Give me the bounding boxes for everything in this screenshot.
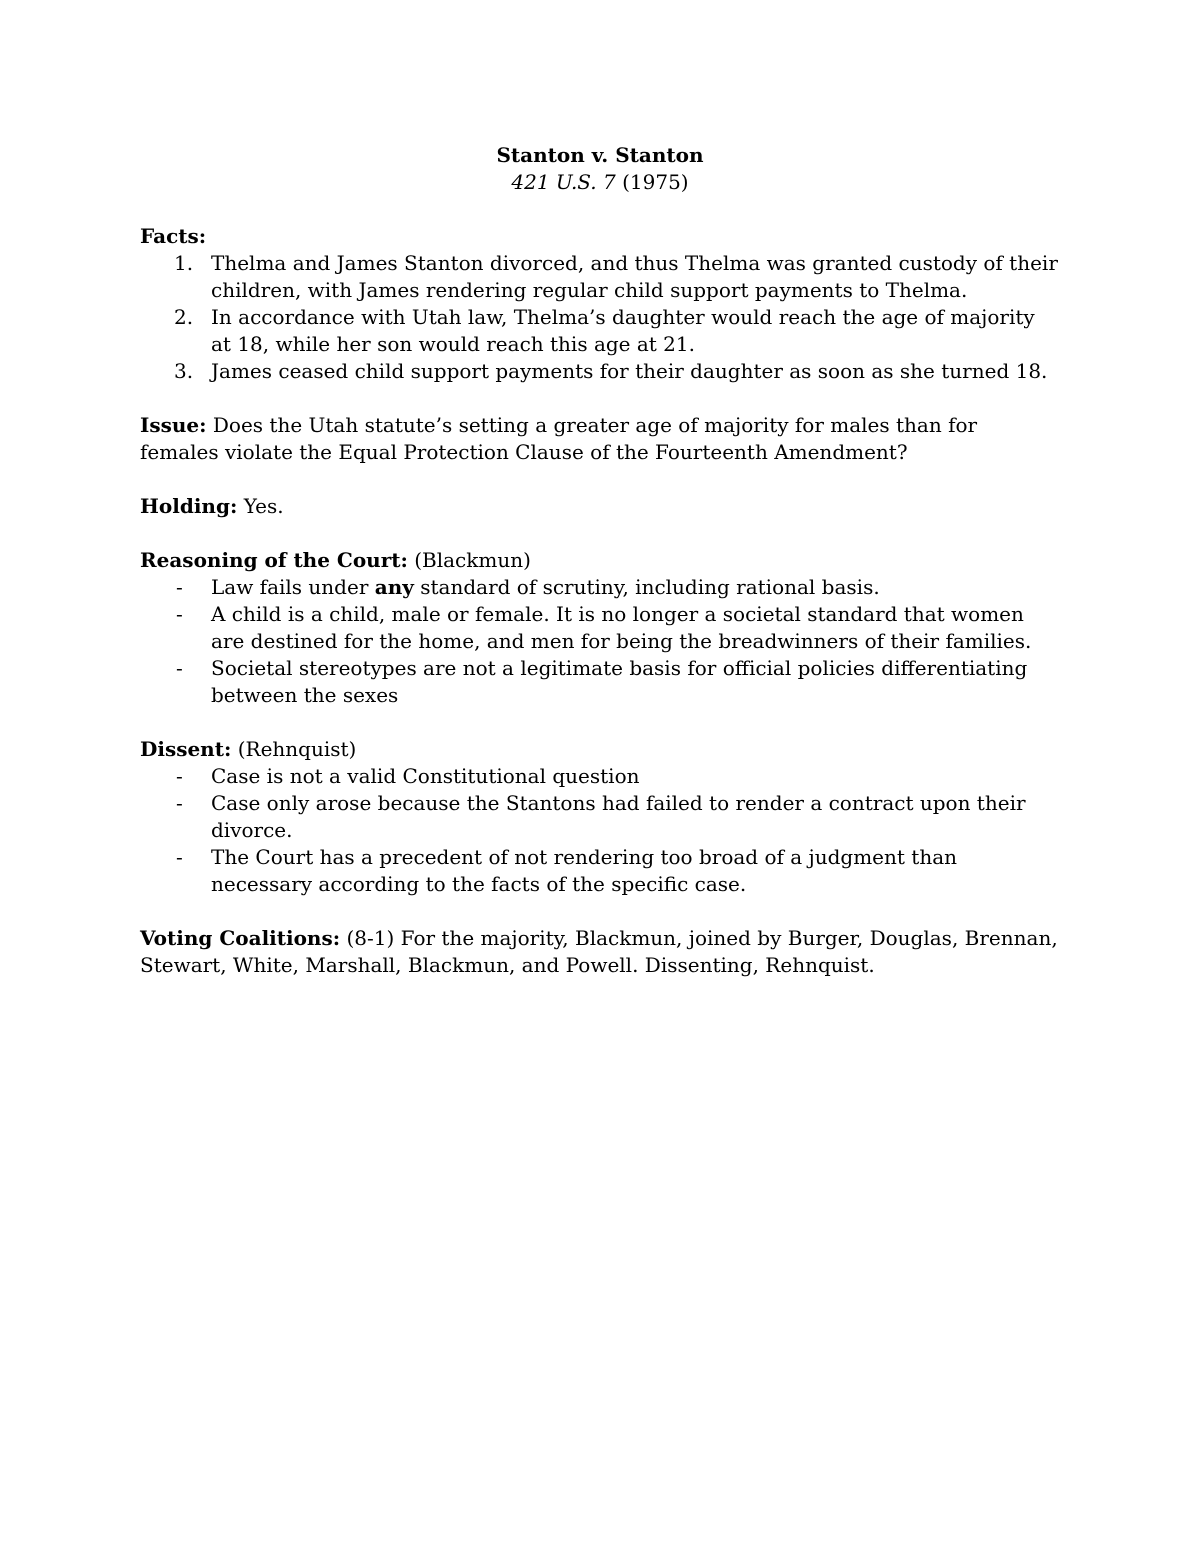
- dissent-section: [140, 736, 1060, 898]
- voting-text: (8-1) For the majority, Blackmun, joined by Burger, Douglas, Brennan, Stewart, White, Marshall, Blackmun, and Powell. Dissenting, Rehnquist.: [140, 926, 1058, 977]
- reasoning-item: [140, 655, 1060, 709]
- reasoning-author: (Blackmun): [414, 548, 531, 572]
- dissent-list: [140, 763, 1060, 898]
- reasoning-heading: [140, 547, 1060, 574]
- dash-bullet: -: [176, 764, 183, 788]
- case-title: Stanton v. Stanton: [496, 143, 704, 167]
- facts-item-text: In accordance with Utah law, Thelma’s daughter would reach the age of majority at 18, while her son would reach this age at 21.: [211, 305, 1035, 356]
- dissent-item-text: Case only arose because the Stantons had failed to render a contract upon their divorce.: [211, 791, 1026, 842]
- issue-label: Issue:: [140, 413, 207, 437]
- holding-label: Holding:: [140, 494, 238, 518]
- voting-section: [140, 925, 1060, 979]
- facts-section: [140, 223, 1060, 385]
- dissent-item-text: The Court has a precedent of not rendering too broad of a judgment than necessary according to the facts of the specific case.: [211, 845, 958, 896]
- list-number: 1.: [174, 251, 194, 275]
- dissent-label: Dissent:: [140, 737, 232, 761]
- dissent-item-text: Case is not a valid Constitutional question: [211, 764, 640, 788]
- reasoning-item-text: standard of scrutiny, including rational basis.: [420, 575, 880, 599]
- facts-list: [140, 250, 1060, 385]
- list-number: 2.: [174, 305, 194, 329]
- dash-bullet: -: [176, 845, 183, 869]
- dissent-item: [140, 790, 1060, 844]
- dash-bullet: -: [176, 575, 183, 599]
- reasoning-item-text: Law fails under: [211, 575, 369, 599]
- case-citation: [140, 169, 1060, 196]
- facts-item: [140, 250, 1060, 304]
- holding-text: Yes.: [243, 494, 284, 518]
- facts-item-text: Thelma and James Stanton divorced, and thus Thelma was granted custody of their children, with James rendering regular child support payments to Thelma.: [211, 251, 1058, 302]
- reasoning-label: Reasoning of the Court:: [140, 548, 408, 572]
- emphasis-any: any: [374, 575, 414, 599]
- dissent-author: (Rehnquist): [237, 737, 357, 761]
- reasoning-item: [140, 601, 1060, 655]
- citation-reporter: 421 U.S. 7: [511, 170, 616, 194]
- list-number: 3.: [174, 359, 194, 383]
- citation-year: (1975): [622, 170, 689, 194]
- reasoning-section: [140, 547, 1060, 709]
- facts-item: [140, 358, 1060, 385]
- reasoning-item: [140, 574, 1060, 601]
- dissent-heading: [140, 736, 1060, 763]
- dash-bullet: -: [176, 656, 183, 680]
- issue-text: Does the Utah statute’s setting a greater age of majority for males than for females violate the Equal Protection Clause of the Fourteenth Amendment?: [140, 413, 978, 464]
- reasoning-list: [140, 574, 1060, 709]
- dissent-item: [140, 844, 1060, 898]
- document-page: [140, 142, 1060, 1006]
- facts-item: [140, 304, 1060, 358]
- holding-section: [140, 493, 1060, 520]
- dash-bullet: -: [176, 791, 183, 815]
- reasoning-item-text: A child is a child, male or female. It is no longer a societal standard that women are destined for the home, and men for being the breadwinners of their families.: [211, 602, 1032, 653]
- facts-heading: Facts:: [140, 224, 207, 248]
- dash-bullet: -: [176, 602, 183, 626]
- dissent-item: [140, 763, 1060, 790]
- reasoning-item-text: Societal stereotypes are not a legitimate basis for official policies differentiating between the sexes: [211, 656, 1028, 707]
- facts-item-text: James ceased child support payments for their daughter as soon as she turned 18.: [211, 359, 1048, 383]
- title-block: [140, 142, 1060, 196]
- voting-label: Voting Coalitions:: [140, 926, 341, 950]
- issue-section: [140, 412, 1060, 466]
